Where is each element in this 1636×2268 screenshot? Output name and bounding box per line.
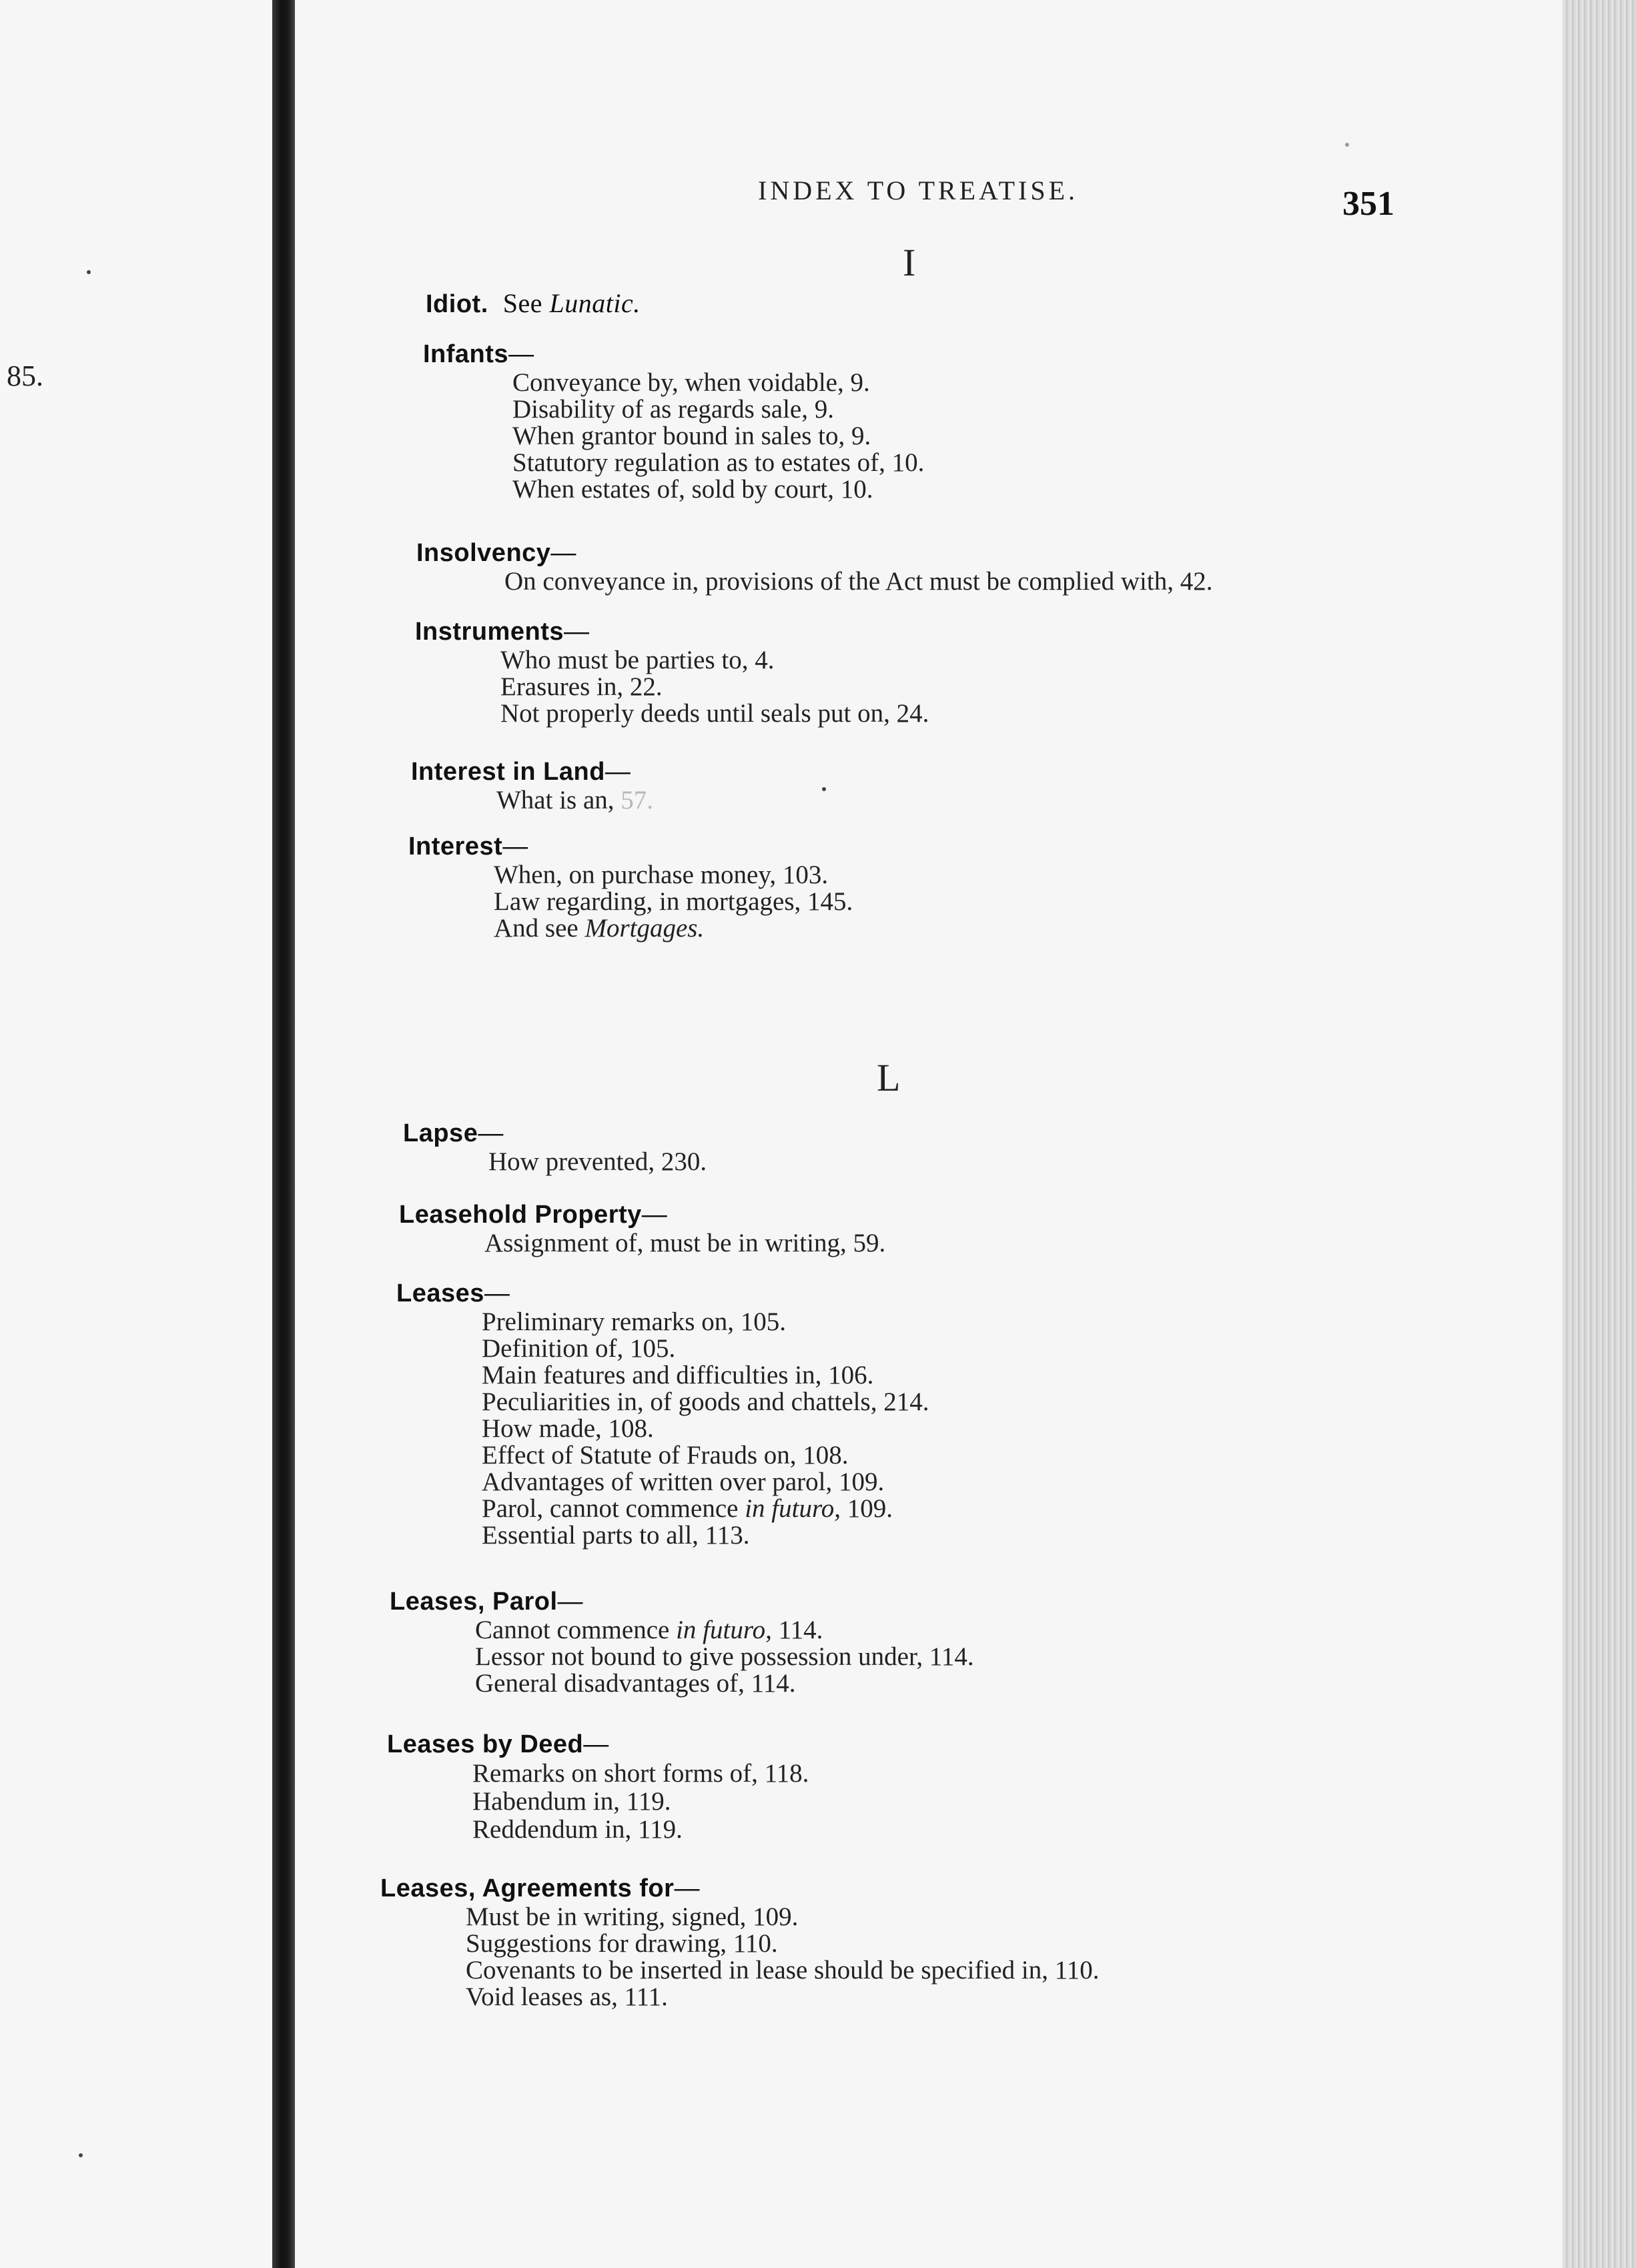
running-head: INDEX TO TREATISE.	[758, 175, 1078, 205]
book-gutter	[272, 0, 295, 2268]
subentry: How made, 108.	[482, 1414, 654, 1443]
entry-heading: Infants	[423, 340, 509, 368]
scan-speck	[87, 270, 91, 274]
subentry-see-also: And see Mortgages.	[494, 914, 705, 943]
entry-infants: Infants— Conveyance by, when voidable, 9. Disability of as regards sale, 9. When grantor bound in sales to, 9. Statutory regulation as to estates of, 10. When estates of, sold by court, 10.	[423, 340, 925, 504]
subentry: What is an, 57.	[496, 786, 654, 814]
left-page-fragment: 85.	[7, 360, 43, 392]
subentry: When, on purchase money, 103.	[494, 861, 829, 889]
entry-heading: Leasehold Property	[399, 1201, 642, 1229]
entry-heading: Idiot.	[426, 290, 488, 318]
subentry: Peculiarities in, of goods and chattels, 214.	[482, 1387, 929, 1416]
entry-leases-parol: Leases, Parol— Cannot commence in futuro, 114. Lessor not bound to give possession under, 114. General disadvantages of, 114.	[390, 1588, 974, 1698]
see-target-link[interactable]: Lunatic.	[549, 288, 641, 318]
entry-idiot	[426, 288, 641, 320]
subentry: Law regarding, in mortgages, 145.	[494, 887, 853, 916]
subentry: Who must be parties to, 4.	[500, 646, 775, 674]
subentry: General disadvantages of, 114.	[475, 1669, 796, 1698]
entry-lapse: Lapse— How prevented, 230.	[403, 1119, 707, 1176]
see-label: See	[502, 288, 543, 318]
subentry: Disability of as regards sale, 9.	[512, 395, 834, 424]
subentry: Erasures in, 22.	[500, 672, 663, 701]
subentry: Assignment of, must be in writing, 59.	[484, 1229, 886, 1257]
subentry: Advantages of written over parol, 109.	[482, 1468, 885, 1496]
subentry: Must be in writing, signed, 109.	[466, 1902, 799, 1931]
entry-heading: Leases	[396, 1279, 484, 1307]
entry-leases-by-deed: Leases by Deed— Remarks on short forms of, 118. Habendum in, 119. Reddendum in, 119.	[387, 1730, 809, 1844]
scan-speck	[79, 2153, 83, 2157]
entry-heading: Leases by Deed	[387, 1730, 584, 1758]
page-number: 351	[1342, 185, 1394, 223]
subentry: Essential parts to all, 113.	[482, 1521, 750, 1550]
subentry: Effect of Statute of Frauds on, 108.	[482, 1441, 849, 1470]
subentry: Definition of, 105.	[482, 1334, 676, 1363]
subentry: Cannot commence in futuro, 114.	[475, 1616, 823, 1644]
section-letter-i: I	[903, 241, 916, 284]
scan-speck	[1345, 143, 1349, 147]
section-letter-l: L	[877, 1056, 901, 1099]
subentry: Statutory regulation as to estates of, 10.	[512, 448, 925, 477]
entry-heading: Leases, Parol	[390, 1588, 558, 1616]
subentry: Covenants to be inserted in lease should be specified in, 110.	[466, 1956, 1100, 1985]
entry-interest-in-land: Interest in Land— What is an, 57.	[411, 758, 654, 814]
entry-interest: Interest— When, on purchase money, 103. Law regarding, in mortgages, 145. And see Mortgages.	[408, 832, 853, 943]
subentry: When grantor bound in sales to, 9.	[512, 422, 871, 450]
subentry: Habendum in, 119.	[472, 1787, 671, 1816]
page-edge	[1563, 0, 1636, 2268]
subentry: Void leases as, 111.	[466, 1982, 668, 2011]
entry-instruments: Instruments— Who must be parties to, 4. Erasures in, 22. Not properly deeds until seals put on, 24.	[415, 618, 929, 728]
entry-insolvency: Insolvency— On conveyance in, provisions of the Act must be complied with, 42.	[416, 539, 1213, 596]
subentry: Suggestions for drawing, 110.	[466, 1929, 778, 1958]
subentry: Remarks on short forms of, 118.	[472, 1759, 809, 1788]
subentry: Parol, cannot commence in futuro, 109.	[482, 1494, 893, 1523]
entry-heading: Instruments	[415, 618, 564, 646]
subentry: On conveyance in, provisions of the Act must be complied with, 42.	[504, 567, 1213, 596]
subentry: When estates of, sold by court, 10.	[512, 475, 873, 504]
entry-heading: Leases, Agreements for	[380, 1874, 675, 1902]
subentry: How prevented, 230.	[488, 1147, 707, 1176]
entry-leasehold-property: Leasehold Property— Assignment of, must be in writing, 59.	[399, 1201, 886, 1257]
left-page	[0, 0, 272, 2268]
entry-heading: Interest in Land	[411, 758, 605, 786]
subentry: Not properly deeds until seals put on, 24.	[500, 699, 929, 728]
subentry: Main features and difficulties in, 106.	[482, 1361, 874, 1389]
subentry: Reddendum in, 119.	[472, 1815, 683, 1844]
subentry: Preliminary remarks on, 105.	[482, 1307, 786, 1336]
scan-speck	[822, 787, 826, 791]
subentry: Lessor not bound to give possession under, 114.	[475, 1642, 974, 1671]
see-target-link[interactable]: Mortgages.	[584, 914, 705, 943]
entry-heading: Insolvency	[416, 539, 551, 567]
entry-leases-agreements-for: Leases, Agreements for— Must be in writing, signed, 109. Suggestions for drawing, 110. Covenants to be inserted in lease should be specified in, 110. Void leases as, 111.	[380, 1874, 1100, 2011]
entry-leases: Leases— Preliminary remarks on, 105. Definition of, 105. Main features and difficulties in, 106. Peculiarities in, of goods and chattels, 214. How made, 108. Effect of Statute of Frauds on, 108. Advantages of written over parol, 109. Parol, cannot commence in futuro, 109. Essential parts to all, 113.	[396, 1279, 929, 1550]
entry-heading: Interest	[408, 832, 503, 861]
entry-heading: Lapse	[403, 1119, 478, 1147]
subentry: Conveyance by, when voidable, 9.	[512, 368, 870, 397]
